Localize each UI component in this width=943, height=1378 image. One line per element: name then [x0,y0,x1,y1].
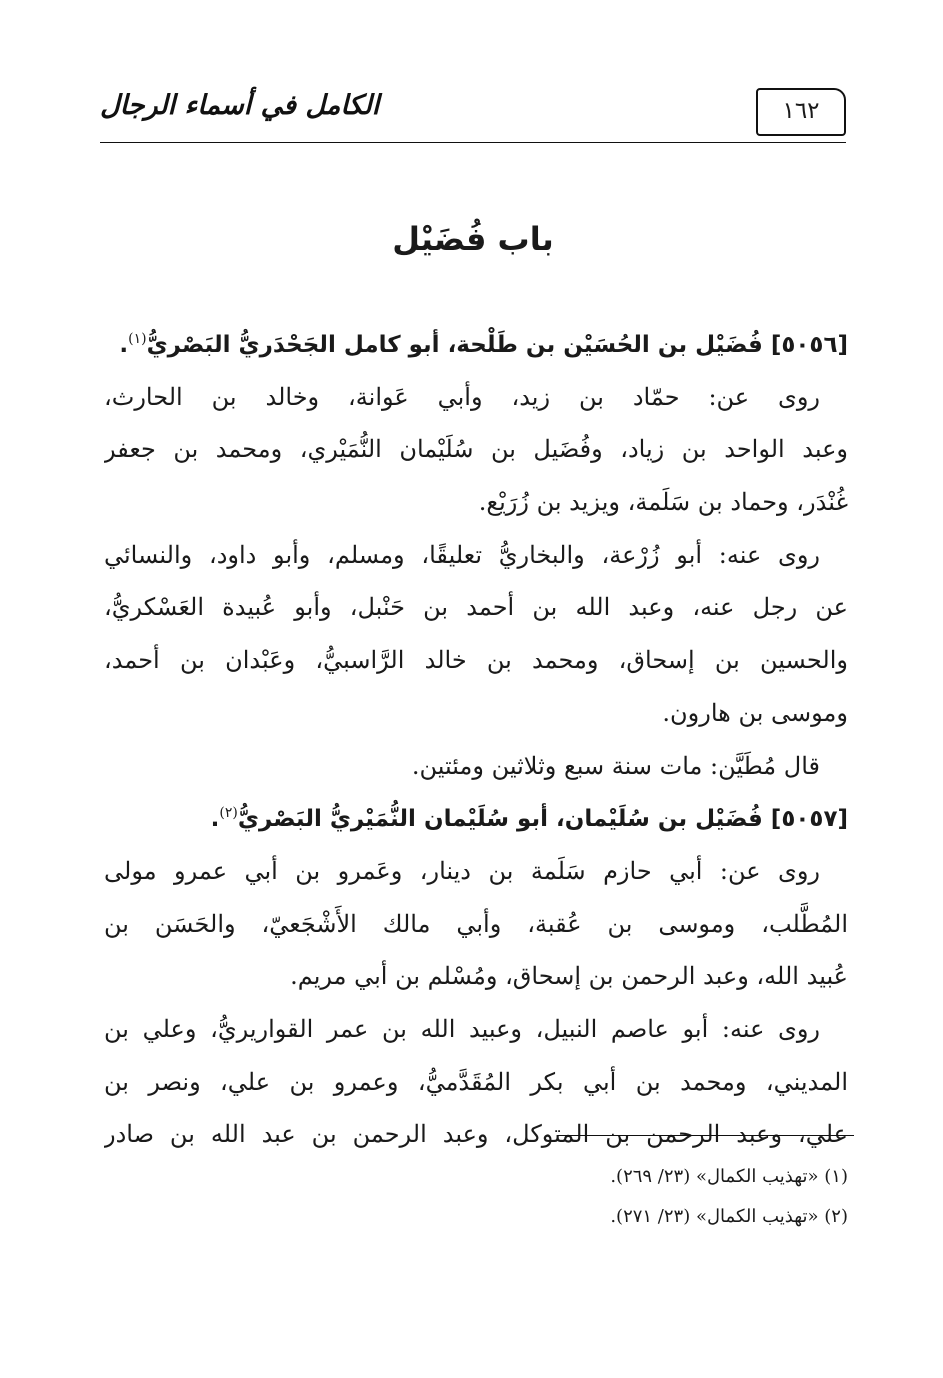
running-header [100,88,846,146]
footnote-marker: (٢) [219,805,238,822]
text-line: والحسين بن إسحاق، ومحمد بن خالد الرَّاسبيُّ، وعَبْدان بن أحمد، [104,646,848,675]
entry-heading-end: . [210,806,220,833]
text-line: علي، وعبد الرحمن بن المتوكل، وعبد الرحمن بن عبد الله بن صادر [104,1120,848,1149]
body-text [104,318,848,1161]
text-line: غُنْدَر، وحماد بن سَلَمة، ويزيد بن زُرَيْع. [478,488,848,517]
footnote: (٢) «تهذيب الكمال» (٢٣/ ٢٧١). [610,1206,848,1227]
text-line: عن رجل عنه، وعبد الله بن أحمد بن حَنْبل، وأبو عُبيدة العَسْكريُّ، [104,593,848,622]
chapter-title: باب فُضَيْل [392,220,554,258]
text-line: روى عنه: أبو زُرْعة، والبخاريُّ تعليقًا، ومسلم، وأبو داود، والنسائي [104,540,820,569]
entry-heading-end: . [119,332,129,358]
text-line: روى عن: حمّاد بن زيد، وأبي عَوانة، وخالد بن الحارث، [104,382,820,411]
book-title: الكامل في أسماء الرجال [100,90,380,121]
page-number: ١٦٢ [782,98,820,124]
text-line: روى عنه: أبو عاصم النبيل، وعبيد الله بن عمر القواريريُّ، وعلي بن [104,1014,820,1043]
footnotes [200,1157,848,1237]
footnote-marker: (١) [128,331,147,347]
text-line: قال مُطَيَّن: مات سنة سبع وثلاثين ومئتين. [411,751,820,780]
entry-heading-text: [٥٠٥٧] فُضَيْل بن سُلَيْمان، أبو سُلَيْمان النُّمَيْريُّ البَصْريُّ [237,806,848,833]
text-line: عُبيد الله، وعبد الرحمن بن إسحاق، ومُسْلم بن أبي مريم. [290,962,848,991]
header-rule [100,142,846,143]
text-line: المديني، ومحمد بن أبي بكر المُقَدَّميُّ، وعمرو بن علي، ونصر بن [104,1067,848,1096]
page-number-box [756,88,846,136]
entry-heading [104,318,848,371]
entry-heading-text: [٥٠٥٦] فُضَيْل بن الحُسَيْن بن طَلْحة، أبو كامل الجَحْدَريُّ البَصْريُّ [146,332,848,358]
footnote-rule [558,1135,854,1136]
footnote: (١) «تهذيب الكمال» (٢٣/ ٢٦٩). [610,1166,848,1187]
text-line: المُطَّلب، وموسى بن عُقبة، وأبي مالك الأَشْجَعيّ، والحَسَن بن [104,909,848,938]
text-line: وعبد الواحد بن زياد، وفُضَيل بن سُلَيْمان النُّمَيْري، ومحمد بن جعفر [104,435,848,464]
entry-heading [104,792,848,845]
text-line: وموسى بن هارون. [662,698,848,727]
text-line: روى عن: أبي حازم سَلَمة بن دينار، وعَمرو بن أبي عمرو مولى [104,856,820,885]
